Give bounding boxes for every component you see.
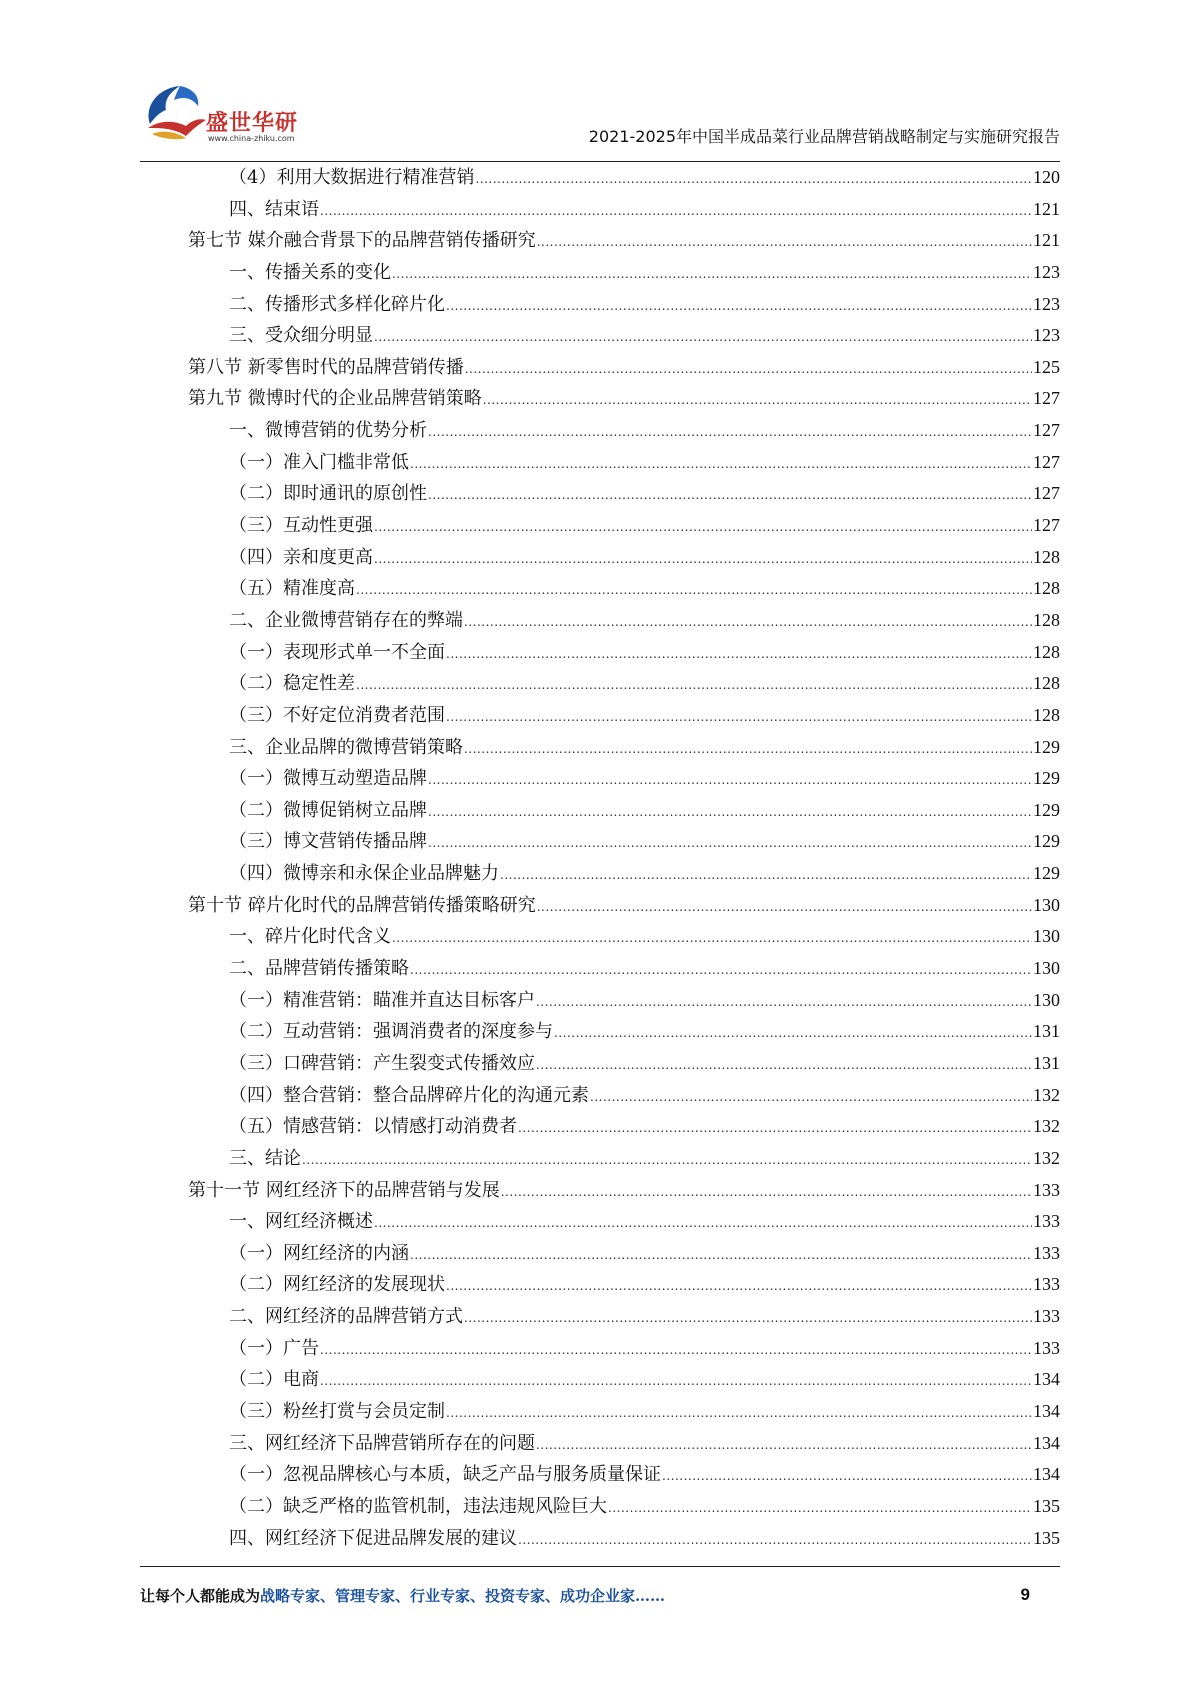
toc-leader-dots <box>501 1177 1032 1209</box>
toc-entry-title: 第十一节 网红经济下的品牌营销与发展 <box>188 1179 500 1201</box>
toc-entry[interactable] <box>140 257 1060 289</box>
toc-entry[interactable] <box>140 985 1060 1017</box>
toc-entry-title: （一）准入门槛非常低 <box>229 451 409 473</box>
toc-entry-title: 三、网红经济下品牌营销所存在的问题 <box>229 1432 535 1454</box>
toc-entry-page: 130 <box>1033 958 1060 979</box>
toc-entry[interactable] <box>140 573 1060 605</box>
table-of-contents <box>140 162 1060 1554</box>
toc-entry-title: （一）广告 <box>229 1337 319 1359</box>
toc-entry[interactable] <box>140 162 1060 194</box>
toc-leader-dots <box>500 860 1032 892</box>
page-header <box>140 70 1060 162</box>
toc-entry-page: 132 <box>1033 1084 1060 1105</box>
toc-entry-title: 第八节 新零售时代的品牌营销传播 <box>188 356 464 378</box>
toc-entry-page: 131 <box>1033 1021 1060 1042</box>
toc-entry-page: 129 <box>1033 863 1060 884</box>
footer-slogan-roles: 战略专家、管理专家、行业专家、投资专家、成功企业家…… <box>260 1587 666 1605</box>
toc-entry[interactable] <box>140 1269 1060 1301</box>
toc-entry-title: （一）网红经济的内涵 <box>229 1242 409 1264</box>
toc-entry-title: （二）电商 <box>229 1369 319 1391</box>
toc-leader-dots <box>392 923 1032 955</box>
toc-entry[interactable] <box>140 1175 1060 1207</box>
toc-entry-page: 130 <box>1033 894 1060 915</box>
toc-entry[interactable] <box>140 700 1060 732</box>
toc-leader-dots <box>320 196 1032 228</box>
toc-entry-title: 二、企业微博营销存在的弊端 <box>229 609 463 631</box>
toc-entry[interactable] <box>140 289 1060 321</box>
toc-entry[interactable] <box>140 447 1060 479</box>
toc-entry-title: （二）微博促销树立品牌 <box>229 799 427 821</box>
toc-leader-dots <box>554 1018 1032 1050</box>
toc-entry[interactable] <box>140 1206 1060 1238</box>
toc-entry-page: 121 <box>1033 198 1060 219</box>
toc-entry[interactable] <box>140 415 1060 447</box>
toc-leader-dots <box>536 1430 1032 1462</box>
toc-entry-page: 133 <box>1033 1242 1060 1263</box>
toc-entry[interactable] <box>140 1048 1060 1080</box>
toc-leader-dots <box>537 227 1032 259</box>
toc-entry[interactable] <box>140 1396 1060 1428</box>
toc-entry[interactable] <box>140 1459 1060 1491</box>
toc-entry[interactable] <box>140 320 1060 352</box>
toc-leader-dots <box>518 1525 1032 1557</box>
toc-entry-page: 129 <box>1033 736 1060 757</box>
page-number: 9 <box>1020 1585 1030 1604</box>
toc-entry-page: 127 <box>1033 483 1060 504</box>
toc-entry-page: 128 <box>1033 673 1060 694</box>
toc-entry-page: 130 <box>1033 926 1060 947</box>
toc-leader-dots <box>446 1398 1032 1430</box>
toc-leader-dots <box>464 607 1032 639</box>
toc-leader-dots <box>374 544 1032 576</box>
toc-leader-dots <box>410 449 1032 481</box>
toc-leader-dots <box>465 354 1032 386</box>
toc-entry-page: 125 <box>1033 356 1060 377</box>
toc-entry-page: 135 <box>1033 1495 1060 1516</box>
toc-entry-title: （一）表现形式单一不全面 <box>229 641 445 663</box>
toc-entry-page: 133 <box>1033 1337 1060 1358</box>
toc-leader-dots <box>464 1303 1032 1335</box>
toc-entry-title: （三）口碑营销：产生裂变式传播效应 <box>229 1052 535 1074</box>
toc-entry[interactable] <box>140 732 1060 764</box>
toc-entry-page: 134 <box>1033 1432 1060 1453</box>
toc-entry-title: （三）不好定位消费者范围 <box>229 704 445 726</box>
logo-url: www.china-zhiku.com <box>208 134 295 143</box>
toc-entry-title: 三、结论 <box>229 1147 301 1169</box>
toc-leader-dots <box>374 512 1032 544</box>
toc-leader-dots <box>410 955 1032 987</box>
toc-leader-dots <box>356 670 1032 702</box>
toc-entry[interactable] <box>140 225 1060 257</box>
toc-entry-page: 127 <box>1033 515 1060 536</box>
toc-entry-page: 123 <box>1033 325 1060 346</box>
toc-entry-page: 128 <box>1033 609 1060 630</box>
toc-leader-dots <box>356 575 1032 607</box>
toc-entry-page: 121 <box>1033 230 1060 251</box>
toc-entry[interactable] <box>140 921 1060 953</box>
toc-entry-title: 二、品牌营销传播策略 <box>229 958 409 980</box>
toc-entry-title: （二）互动营销：强调消费者的深度参与 <box>229 1021 553 1043</box>
toc-entry-page: 130 <box>1033 989 1060 1010</box>
toc-entry-title: （四）微博亲和永保企业品牌魅力 <box>229 863 499 885</box>
toc-entry[interactable] <box>140 542 1060 574</box>
toc-leader-dots <box>518 1113 1032 1145</box>
toc-entry-page: 134 <box>1033 1369 1060 1390</box>
toc-entry-page: 120 <box>1033 167 1060 187</box>
toc-entry-page: 123 <box>1033 293 1060 314</box>
toc-entry[interactable] <box>140 953 1060 985</box>
logo-text: 盛世华研 <box>206 111 299 136</box>
toc-entry-page: 127 <box>1033 388 1060 409</box>
toc-entry-title: 第九节 微博时代的企业品牌营销策略 <box>188 388 482 410</box>
toc-entry[interactable] <box>140 1301 1060 1333</box>
toc-entry-title: （二）缺乏严格的监管机制，违法违规风险巨大 <box>229 1495 607 1517</box>
toc-entry[interactable] <box>140 1238 1060 1270</box>
toc-entry-page: 128 <box>1033 704 1060 725</box>
company-logo <box>140 76 370 146</box>
toc-entry[interactable] <box>140 1016 1060 1048</box>
toc-entry[interactable] <box>140 668 1060 700</box>
toc-entry-page: 129 <box>1033 768 1060 789</box>
toc-entry[interactable] <box>140 383 1060 415</box>
toc-leader-dots <box>446 639 1032 671</box>
toc-entry[interactable] <box>140 826 1060 858</box>
toc-entry-title: 一、碎片化时代含义 <box>229 926 391 948</box>
toc-entry[interactable] <box>140 352 1060 384</box>
toc-entry[interactable] <box>140 1523 1060 1555</box>
toc-entry-title: （五）精准度高 <box>229 578 355 600</box>
toc-entry-page: 134 <box>1033 1400 1060 1421</box>
toc-leader-dots <box>320 1366 1032 1398</box>
toc-leader-dots <box>428 480 1032 512</box>
toc-leader-dots <box>536 987 1032 1019</box>
toc-leader-dots <box>392 259 1032 291</box>
toc-entry-title: （一）微博互动塑造品牌 <box>229 768 427 790</box>
toc-entry[interactable] <box>140 1333 1060 1365</box>
toc-entry-page: 132 <box>1033 1147 1060 1168</box>
toc-entry-title: 三、受众细分明显 <box>229 325 373 347</box>
toc-entry-title: 一、微博营销的优势分析 <box>229 420 427 442</box>
toc-entry-title: 第七节 媒介融合背景下的品牌营销传播研究 <box>188 230 536 252</box>
toc-entry-page: 127 <box>1033 420 1060 441</box>
toc-entry-title: （一）忽视品牌核心与本质，缺乏产品与服务质量保证 <box>229 1464 661 1486</box>
toc-entry-title: 一、传播关系的变化 <box>229 261 391 283</box>
toc-leader-dots <box>537 892 1032 924</box>
toc-entry[interactable] <box>140 1491 1060 1523</box>
toc-leader-dots <box>428 417 1032 449</box>
toc-entry[interactable] <box>140 890 1060 922</box>
toc-entry-title: 二、传播形式多样化碎片化 <box>229 293 445 315</box>
toc-leader-dots <box>428 797 1032 829</box>
toc-leader-dots <box>446 1271 1032 1303</box>
toc-leader-dots <box>428 828 1032 860</box>
toc-entry[interactable] <box>140 478 1060 510</box>
toc-leader-dots <box>302 1145 1032 1177</box>
toc-entry[interactable] <box>140 194 1060 226</box>
toc-leader-dots <box>590 1082 1032 1114</box>
toc-entry[interactable] <box>140 858 1060 890</box>
toc-entry-page: 133 <box>1033 1306 1060 1327</box>
toc-entry-title: （一）精准营销：瞄准并直达目标客户 <box>229 989 535 1011</box>
toc-entry-page: 135 <box>1033 1527 1060 1548</box>
toc-entry[interactable] <box>140 795 1060 827</box>
toc-leader-dots <box>662 1461 1032 1493</box>
toc-entry-page: 123 <box>1033 261 1060 282</box>
toc-entry-page: 132 <box>1033 1116 1060 1137</box>
toc-entry-title: 二、网红经济的品牌营销方式 <box>229 1306 463 1328</box>
toc-entry-title: 一、网红经济概述 <box>229 1211 373 1233</box>
report-title: 2021-2025年中国半成品菜行业品牌营销战略制定与实施研究报告 <box>588 127 1060 146</box>
toc-entry-page: 128 <box>1033 546 1060 567</box>
page-footer <box>140 1585 1060 1609</box>
toc-entry-page: 129 <box>1033 799 1060 820</box>
toc-entry-title: （三）粉丝打赏与会员定制 <box>229 1400 445 1422</box>
toc-leader-dots <box>608 1493 1032 1525</box>
toc-entry-page: 128 <box>1033 578 1060 599</box>
toc-leader-dots <box>446 702 1032 734</box>
toc-entry-title: 三、企业品牌的微博营销策略 <box>229 736 463 758</box>
toc-entry-page: 128 <box>1033 641 1060 662</box>
footer-divider <box>140 1566 1060 1567</box>
toc-entry-title: 四、网红经济下促进品牌发展的建议 <box>229 1527 517 1549</box>
toc-leader-dots <box>446 291 1032 323</box>
toc-entry-page: 127 <box>1033 451 1060 472</box>
logo-emblem-icon <box>140 76 210 146</box>
toc-entry-title: （三）互动性更强 <box>229 515 373 537</box>
footer-slogan-lead: 让每个人都能成为 <box>140 1587 261 1605</box>
toc-entry[interactable] <box>140 510 1060 542</box>
toc-entry[interactable] <box>140 1080 1060 1112</box>
toc-entry-title: （三）博文营销传播品牌 <box>229 831 427 853</box>
toc-entry-title: （二）网红经济的发展现状 <box>229 1274 445 1296</box>
toc-entry[interactable] <box>140 1143 1060 1175</box>
toc-entry-page: 129 <box>1033 831 1060 852</box>
toc-entry-title: 四、结束语 <box>229 198 319 220</box>
toc-entry-title: （二）即时通讯的原创性 <box>229 483 427 505</box>
toc-entry[interactable] <box>140 1364 1060 1396</box>
toc-leader-dots <box>410 1240 1032 1272</box>
toc-entry-page: 134 <box>1033 1464 1060 1485</box>
toc-leader-dots <box>464 734 1032 766</box>
toc-entry[interactable] <box>140 1111 1060 1143</box>
toc-leader-dots <box>483 385 1032 417</box>
toc-entry-page: 133 <box>1033 1179 1060 1200</box>
toc-leader-dots <box>428 765 1032 797</box>
toc-leader-dots <box>536 1050 1032 1082</box>
toc-leader-dots <box>475 164 1032 196</box>
toc-entry-title: （二）稳定性差 <box>229 673 355 695</box>
toc-entry-title: （五）情感营销：以情感打动消费者 <box>229 1116 517 1138</box>
toc-entry-page: 133 <box>1033 1274 1060 1295</box>
toc-entry[interactable] <box>140 637 1060 669</box>
toc-entry[interactable] <box>140 1428 1060 1460</box>
toc-entry-title: （四）亲和度更高 <box>229 546 373 568</box>
toc-entry[interactable] <box>140 605 1060 637</box>
toc-entry-title: （四）整合营销：整合品牌碎片化的沟通元素 <box>229 1084 589 1106</box>
toc-entry-title: （4）利用大数据进行精准营销 <box>229 167 475 188</box>
toc-entry-title: 第十节 碎片化时代的品牌营销传播策略研究 <box>188 894 536 916</box>
toc-leader-dots <box>374 1208 1032 1240</box>
toc-entry-page: 131 <box>1033 1052 1060 1073</box>
toc-entry-page: 133 <box>1033 1211 1060 1232</box>
toc-entry[interactable] <box>140 763 1060 795</box>
toc-leader-dots <box>374 322 1032 354</box>
toc-leader-dots <box>320 1335 1032 1367</box>
